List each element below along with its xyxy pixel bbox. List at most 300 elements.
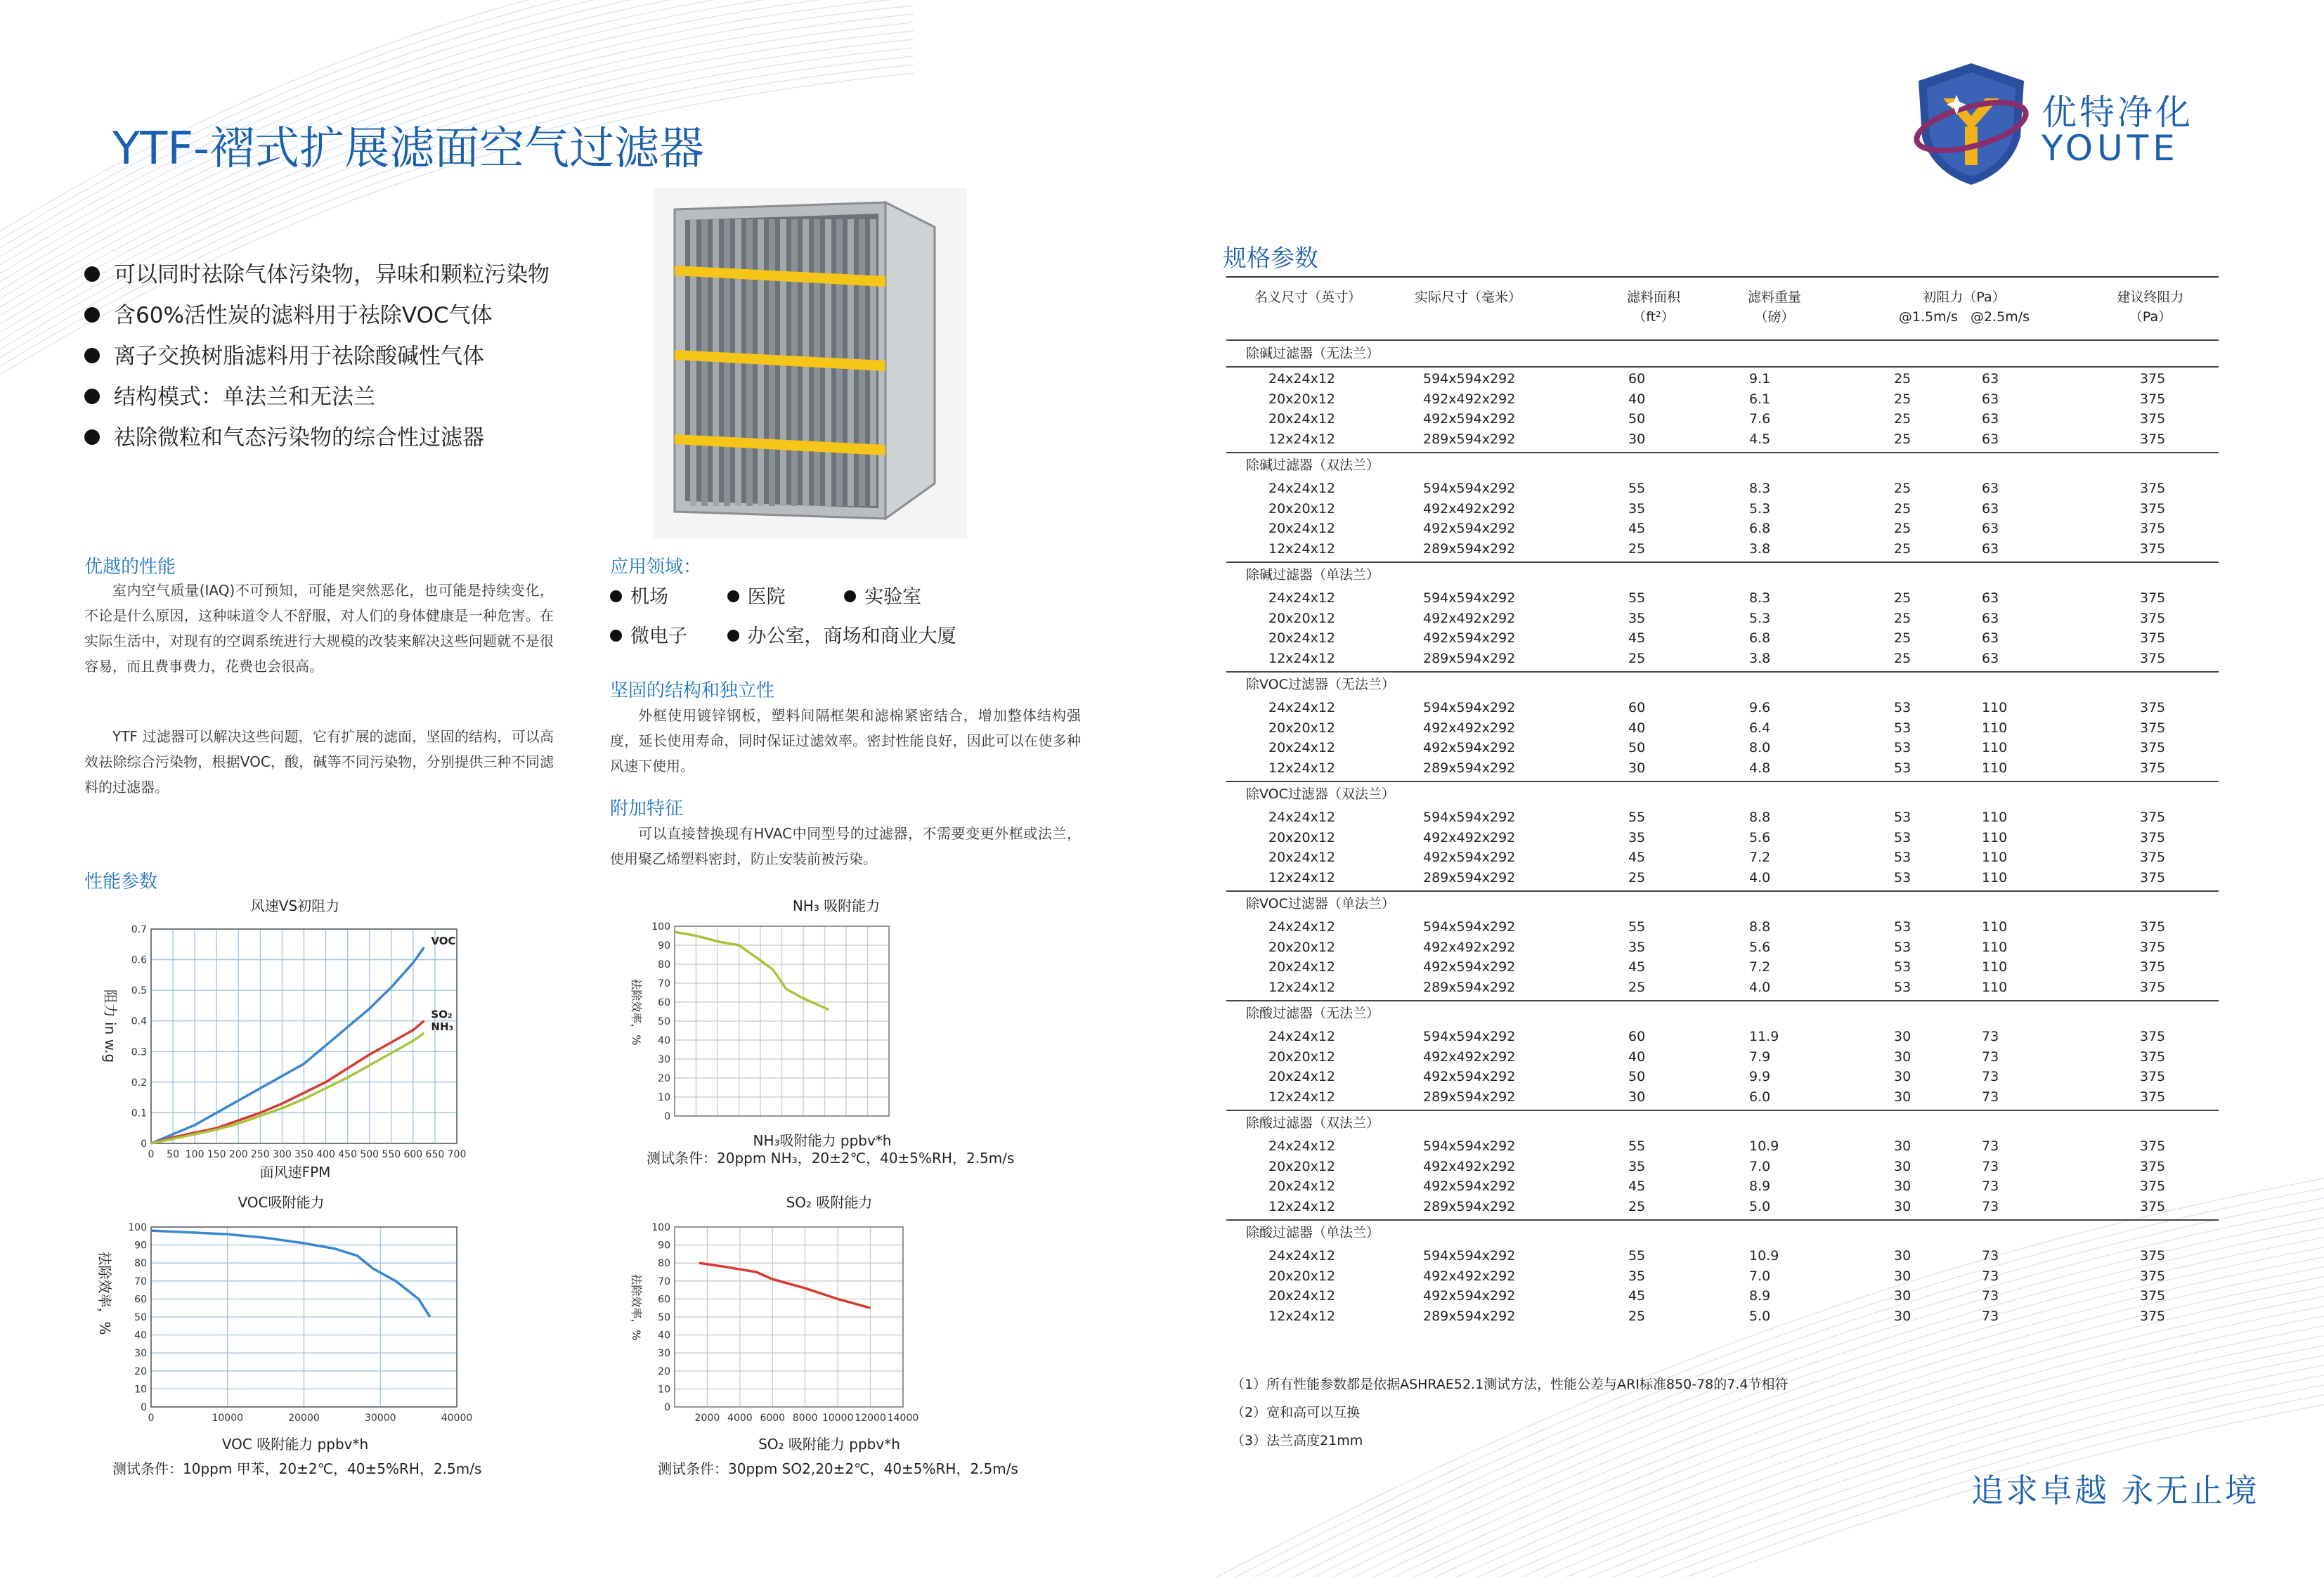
y-tick-label: 70: [658, 978, 670, 989]
chart-title: NH₃ 吸附能力: [792, 897, 881, 914]
table-cell: 30: [1894, 1069, 1911, 1084]
table-cell: 30: [1894, 1268, 1911, 1284]
header-weight: 滤料重量 （磅）: [1747, 290, 1801, 325]
chart-title: VOC吸附能力: [238, 1194, 325, 1211]
x-tick-label: 40000: [441, 1413, 473, 1424]
table-cell: 110: [1982, 939, 2008, 955]
table-cell: 492x492x292: [1423, 1049, 1516, 1065]
table-cell: 55: [1628, 1248, 1646, 1264]
table-cell: 110: [1982, 959, 2008, 975]
table-cell: 50: [1628, 1069, 1646, 1084]
x-tick-label: 2000: [694, 1413, 720, 1424]
y-tick-label: 0.5: [131, 985, 147, 997]
table-cell: 8.3: [1749, 481, 1771, 496]
table-cell: 20x24x12: [1268, 740, 1336, 755]
y-tick-label: 0: [664, 1402, 670, 1413]
table-cell: 12x24x12: [1268, 760, 1336, 776]
x-tick-label: 300: [273, 1149, 292, 1160]
table-cell: 20x20x12: [1268, 829, 1336, 845]
spec-group: [1226, 452, 2219, 562]
table-cell: 20x24x12: [1268, 850, 1336, 865]
y-tick-label: 60: [134, 1294, 147, 1306]
table-cell: 4.8: [1749, 760, 1771, 776]
table-cell: 25: [1894, 431, 1911, 447]
table-cell: 73: [1982, 1138, 1999, 1154]
spec-group-title: 除碱过滤器（双法兰）: [1246, 457, 1380, 473]
table-cell: 10.9: [1749, 1138, 1779, 1154]
series-label: VOC: [431, 935, 456, 948]
table-row: [1226, 1087, 2219, 1108]
table-cell: 12x24x12: [1268, 1308, 1336, 1324]
table-cell: 594x594x292: [1423, 590, 1516, 606]
table-cell: 594x594x292: [1423, 1138, 1516, 1154]
table-row: [1226, 1286, 2219, 1306]
table-cell: 63: [1982, 590, 1999, 606]
spec-group-title: 除酸过滤器（单法兰）: [1246, 1225, 1380, 1240]
table-cell: 50: [1628, 411, 1646, 427]
header-actual: 实际尺寸（毫米）: [1415, 290, 1522, 305]
table-cell: 375: [2140, 1158, 2166, 1174]
table-cell: 25: [1894, 590, 1911, 606]
table-row: [1226, 807, 2219, 828]
table-cell: 25: [1628, 650, 1646, 666]
table-cell: 375: [2140, 1179, 2166, 1194]
x-tick-label: 14000: [887, 1413, 919, 1424]
y-tick-label: 40: [658, 1035, 670, 1046]
table-cell: 63: [1982, 630, 1999, 646]
table-cell: 375: [2140, 1248, 2166, 1264]
y-tick-label: 0: [141, 1138, 147, 1150]
perf-params-heading: 性能参数: [84, 871, 158, 893]
y-tick-label: 0.1: [131, 1108, 147, 1120]
table-cell: 375: [2140, 500, 2166, 517]
table-cell: 7.2: [1749, 959, 1771, 975]
table-cell: 63: [1982, 391, 1999, 407]
chart-xlabel: 面风速FPM: [259, 1164, 331, 1181]
table-cell: 63: [1982, 500, 1999, 517]
table-cell: 492x492x292: [1423, 391, 1516, 407]
table-row: [1226, 609, 2219, 629]
table-row: [1226, 978, 2219, 998]
y-tick-label: 70: [134, 1276, 147, 1287]
spec-note: （2）宽和高可以互换: [1231, 1405, 1361, 1420]
table-row: [1226, 409, 2219, 429]
x-tick-label: 4000: [727, 1413, 753, 1424]
table-cell: 30: [1628, 431, 1646, 447]
table-cell: 60: [1628, 371, 1646, 387]
table-cell: 20x24x12: [1268, 630, 1336, 646]
table-cell: 492x594x292: [1423, 959, 1516, 975]
table-cell: 289x594x292: [1423, 431, 1516, 447]
table-cell: 492x492x292: [1423, 610, 1516, 626]
y-tick-label: 10: [658, 1092, 670, 1103]
y-tick-label: 50: [658, 1312, 670, 1323]
table-cell: 7.0: [1749, 1268, 1771, 1284]
table-cell: 492x594x292: [1423, 1179, 1516, 1194]
x-tick-label: 0: [148, 1413, 155, 1424]
table-cell: 12x24x12: [1268, 979, 1336, 995]
table-row: [1226, 649, 2219, 669]
table-row: [1226, 499, 2219, 519]
table-cell: 594x594x292: [1423, 371, 1516, 387]
table-cell: 73: [1982, 1248, 1999, 1264]
table-cell: 375: [2140, 700, 2166, 715]
table-row: [1226, 1047, 2219, 1067]
y-tick-label: 60: [658, 1294, 670, 1306]
table-cell: 73: [1982, 1089, 1999, 1105]
y-tick-label: 40: [658, 1330, 670, 1342]
table-row: [1226, 1067, 2219, 1087]
table-cell: 289x594x292: [1423, 760, 1516, 776]
y-tick-label: 90: [134, 1240, 147, 1252]
table-cell: 12x24x12: [1268, 431, 1336, 447]
table-cell: 30: [1894, 1308, 1911, 1324]
spec-heading: 规格参数: [1223, 245, 1318, 273]
table-cell: 25: [1894, 521, 1911, 536]
table-cell: 63: [1982, 431, 1999, 447]
logo-name-cn: 优特净化: [2041, 92, 2193, 133]
table-cell: 20x24x12: [1268, 1069, 1336, 1084]
y-tick-label: 60: [658, 997, 670, 1008]
table-cell: 73: [1982, 1029, 1999, 1044]
y-tick-label: 30: [658, 1348, 670, 1360]
product-photo: [654, 188, 967, 538]
slogan: 追求卓越 永无止境: [1971, 1472, 2259, 1510]
spec-group: [1226, 339, 2219, 452]
table-cell: 110: [1982, 919, 2008, 935]
table-cell: 375: [2140, 371, 2166, 387]
table-cell: 20x20x12: [1268, 500, 1336, 517]
x-tick-label: 200: [228, 1149, 248, 1160]
y-tick-label: 100: [651, 1222, 670, 1233]
performance-heading: 优越的性能: [84, 557, 176, 578]
table-row: [1226, 628, 2219, 649]
table-cell: 7.0: [1749, 1158, 1771, 1174]
table-row: [1226, 1157, 2219, 1177]
table-cell: 375: [2140, 919, 2166, 935]
table-cell: 110: [1982, 760, 2008, 776]
table-cell: 24x24x12: [1268, 1138, 1336, 1154]
table-cell: 6.8: [1749, 630, 1771, 646]
table-row: [1226, 369, 2219, 389]
table-cell: 24x24x12: [1268, 810, 1336, 825]
chart-xlabel: NH₃吸附能力 ppbv*h: [753, 1132, 892, 1149]
table-cell: 492x492x292: [1423, 500, 1516, 517]
table-cell: 20x20x12: [1268, 610, 1336, 626]
table-cell: 375: [2140, 540, 2166, 557]
x-tick-label: 8000: [792, 1413, 818, 1424]
logo-name-en: YOUTE: [2041, 128, 2179, 169]
table-cell: 20x20x12: [1268, 391, 1336, 407]
table-cell: 63: [1982, 540, 1999, 557]
chart-title: 风速VS初阻力: [250, 897, 340, 914]
table-cell: 6.8: [1749, 521, 1771, 536]
table-cell: 9.6: [1749, 700, 1771, 715]
spec-group-title: 除碱过滤器（无法兰）: [1226, 341, 2219, 368]
table-cell: 375: [2140, 850, 2166, 865]
table-cell: 8.8: [1749, 919, 1771, 935]
table-cell: 35: [1628, 500, 1646, 517]
table-row: [1226, 539, 2219, 559]
table-cell: 25: [1894, 500, 1911, 517]
table-cell: 375: [2140, 650, 2166, 666]
table-cell: 53: [1894, 959, 1911, 975]
table-cell: 30: [1894, 1248, 1911, 1264]
x-tick-label: 500: [360, 1149, 379, 1160]
y-tick-label: 0: [664, 1111, 670, 1122]
chart-ylabel: 阻力 in w.g: [102, 989, 119, 1063]
table-cell: 375: [2140, 610, 2166, 626]
table-cell: 35: [1628, 939, 1646, 955]
table-cell: 73: [1982, 1268, 1999, 1284]
table-cell: 25: [1894, 630, 1911, 646]
x-tick-label: 0: [148, 1149, 155, 1160]
table-cell: 53: [1894, 919, 1911, 935]
table-cell: 25: [1628, 869, 1646, 885]
table-row: [1226, 429, 2219, 450]
y-tick-label: 20: [658, 1365, 670, 1377]
table-cell: 24x24x12: [1268, 700, 1336, 715]
table-cell: 25: [1628, 540, 1646, 557]
table-cell: 375: [2140, 1049, 2166, 1065]
table-cell: 73: [1982, 1158, 1999, 1174]
table-cell: 7.6: [1749, 411, 1771, 427]
y-tick-label: 80: [658, 1258, 670, 1270]
chart-ylabel: 祛除效率，%: [630, 1273, 643, 1341]
table-row: [1226, 389, 2219, 410]
table-cell: 375: [2140, 630, 2166, 646]
table-cell: 24x24x12: [1268, 481, 1336, 496]
y-tick-label: 100: [651, 921, 670, 933]
table-cell: 10.9: [1749, 1248, 1779, 1264]
table-cell: 53: [1894, 979, 1911, 995]
x-tick-label: 450: [338, 1149, 358, 1160]
chart-voc-adsorption: [84, 1188, 492, 1469]
table-cell: 375: [2140, 1288, 2166, 1304]
application-item: 微电子: [610, 617, 701, 656]
table-cell: 12x24x12: [1268, 650, 1336, 666]
table-cell: 20x20x12: [1268, 1268, 1336, 1284]
table-cell: 375: [2140, 810, 2166, 825]
table-cell: 73: [1982, 1069, 1999, 1084]
so2-test-conditions: 测试条件：30ppm SO2,20±2℃，40±5%RH，2.5m/s: [658, 1460, 1018, 1477]
table-cell: 594x594x292: [1423, 1029, 1516, 1044]
table-cell: 35: [1628, 1158, 1646, 1174]
table-cell: 4.0: [1749, 979, 1771, 995]
spec-group: [1226, 781, 2219, 890]
table-cell: 30: [1894, 1158, 1911, 1174]
page-title: YTF-褶式扩展滤面空气过滤器: [112, 123, 705, 175]
x-tick-label: 250: [250, 1149, 270, 1160]
table-cell: 25: [1894, 481, 1911, 496]
table-cell: 375: [2140, 590, 2166, 606]
table-cell: 12x24x12: [1268, 1198, 1336, 1214]
table-cell: 40: [1628, 1049, 1646, 1065]
spec-group-title: 除VOC过滤器（单法兰）: [1246, 896, 1395, 911]
table-cell: 73: [1982, 1198, 1999, 1214]
table-cell: 25: [1628, 1308, 1646, 1324]
table-row: [1226, 1027, 2219, 1047]
y-tick-label: 0.2: [131, 1077, 147, 1089]
table-row: [1226, 479, 2219, 499]
x-tick-label: 150: [207, 1149, 226, 1160]
table-cell: 30: [1894, 1049, 1911, 1065]
table-cell: 63: [1982, 411, 1999, 427]
table-cell: 375: [2140, 391, 2166, 407]
table-cell: 289x594x292: [1423, 869, 1516, 885]
spec-group-title: 除碱过滤器（单法兰）: [1246, 567, 1380, 583]
table-cell: 55: [1628, 1138, 1646, 1154]
bullet-icon: [844, 590, 856, 602]
table-cell: 53: [1894, 869, 1911, 885]
x-tick-label: 20000: [288, 1413, 320, 1424]
table-cell: 110: [1982, 850, 2008, 865]
table-cell: 6.0: [1749, 1089, 1771, 1105]
table-cell: 375: [2140, 1268, 2166, 1284]
table-cell: 30: [1894, 1089, 1911, 1105]
table-cell: 35: [1628, 829, 1646, 845]
table-row: [1226, 828, 2219, 848]
table-cell: 594x594x292: [1423, 481, 1516, 496]
y-tick-label: 0.6: [131, 954, 147, 966]
table-cell: 9.1: [1749, 371, 1771, 387]
spec-group: [1226, 890, 2219, 1000]
table-cell: 73: [1982, 1288, 1999, 1304]
table-cell: 25: [1894, 411, 1911, 427]
feature-item: 离子交换树脂滤料用于祛除酸碱性气体: [84, 340, 550, 381]
table-cell: 55: [1628, 919, 1646, 935]
table-cell: 55: [1628, 810, 1646, 825]
table-cell: 25: [1894, 650, 1911, 666]
bullet-icon: [84, 429, 100, 445]
spec-group: [1226, 671, 2219, 781]
table-cell: 375: [2140, 939, 2166, 955]
bullet-icon: [727, 630, 739, 642]
y-tick-label: 80: [658, 959, 670, 971]
bullet-icon: [727, 590, 739, 602]
y-tick-label: 10: [134, 1384, 147, 1396]
table-row: [1226, 1176, 2219, 1197]
table-cell: 9.9: [1749, 1069, 1771, 1084]
table-cell: 375: [2140, 959, 2166, 975]
table-cell: 30: [1894, 1029, 1911, 1044]
table-row: [1226, 1136, 2219, 1157]
table-cell: 5.3: [1749, 610, 1771, 626]
spec-table: [1226, 276, 2219, 1329]
table-cell: 375: [2140, 481, 2166, 496]
spec-notes: [1231, 1370, 1789, 1455]
table-cell: 492x594x292: [1423, 740, 1516, 755]
table-cell: 492x492x292: [1423, 1268, 1516, 1284]
table-row: [1226, 698, 2219, 718]
table-cell: 289x594x292: [1423, 1308, 1516, 1324]
table-cell: 24x24x12: [1268, 1248, 1336, 1264]
table-row: [1226, 519, 2219, 539]
table-cell: 492x594x292: [1423, 1288, 1516, 1304]
table-cell: 40: [1628, 391, 1646, 407]
table-cell: 25: [1628, 1198, 1646, 1214]
application-item: 实验室: [844, 578, 921, 617]
table-cell: 53: [1894, 829, 1911, 845]
table-cell: 53: [1894, 700, 1911, 715]
table-cell: 73: [1982, 1179, 1999, 1194]
y-tick-label: 30: [134, 1348, 147, 1360]
table-cell: 60: [1628, 700, 1646, 715]
table-cell: 6.4: [1749, 720, 1771, 736]
table-cell: 30: [1628, 1089, 1646, 1105]
table-cell: 20x20x12: [1268, 939, 1336, 955]
spec-note: （1）所有性能参数都是依据ASHRAE52.1测试方法，性能公差与ARI标准850-78的7.4节相符: [1231, 1377, 1789, 1392]
table-cell: 492x594x292: [1423, 850, 1516, 865]
table-row: [1226, 758, 2219, 779]
header-resistance: 初阻力（Pa） @1.5m/s @2.5m/s: [1898, 290, 2030, 325]
table-cell: 5.6: [1749, 829, 1771, 845]
chart-title: SO₂ 吸附能力: [786, 1194, 873, 1211]
table-cell: 375: [2140, 740, 2166, 755]
table-cell: 30: [1894, 1198, 1911, 1214]
chart-xlabel: VOC 吸附能力 ppbv*h: [221, 1436, 369, 1453]
table-cell: 45: [1628, 959, 1646, 975]
table-cell: 73: [1982, 1049, 1999, 1065]
table-cell: 25: [1894, 391, 1911, 407]
table-cell: 8.9: [1749, 1288, 1771, 1304]
y-tick-label: 40: [134, 1330, 147, 1342]
table-row: [1226, 917, 2219, 937]
x-tick-label: 50: [167, 1149, 179, 1160]
table-row: [1226, 1197, 2219, 1217]
table-cell: 375: [2140, 1138, 2166, 1154]
performance-paragraph-2: YTF 过滤器可以解决这些问题，它有扩展的滤面，坚固的结构，可以高效祛除综合污染物，根据VOC，酸，碱等不同污染物，分别提供三种不同滤料的过滤器。: [84, 728, 554, 796]
spec-group-title: 除VOC过滤器（双法兰）: [1246, 786, 1395, 802]
table-row: [1226, 1266, 2219, 1287]
table-cell: 110: [1982, 869, 2008, 885]
table-cell: 24x24x12: [1268, 919, 1336, 935]
table-cell: 375: [2140, 431, 2166, 447]
table-cell: 110: [1982, 829, 2008, 845]
table-cell: 25: [1894, 610, 1911, 626]
table-cell: 289x594x292: [1423, 1089, 1516, 1105]
spec-group: [1226, 562, 2219, 671]
chart-ylabel: 祛除效率，%: [96, 1251, 113, 1335]
y-tick-label: 30: [658, 1054, 670, 1065]
youte-logo: [1911, 60, 2031, 186]
table-cell: 11.9: [1749, 1029, 1779, 1044]
table-cell: 50: [1628, 740, 1646, 755]
y-tick-label: 0.7: [131, 924, 147, 935]
y-tick-label: 50: [658, 1016, 670, 1027]
x-tick-label: 6000: [760, 1413, 786, 1424]
table-cell: 4.0: [1749, 869, 1771, 885]
table-cell: 110: [1982, 740, 2008, 755]
table-cell: 30: [1894, 1288, 1911, 1304]
table-row: [1226, 1246, 2219, 1266]
table-cell: 110: [1982, 979, 2008, 995]
table-cell: 375: [2140, 720, 2166, 736]
bullet-icon: [84, 348, 100, 363]
x-tick-label: 12000: [855, 1413, 886, 1424]
table-cell: 20x24x12: [1268, 1179, 1336, 1194]
x-tick-label: 700: [447, 1149, 467, 1160]
table-cell: 45: [1628, 850, 1646, 865]
header-nominal: 名义尺寸（英寸）: [1254, 290, 1362, 305]
table-cell: 375: [2140, 760, 2166, 776]
table-cell: 63: [1982, 521, 1999, 536]
table-cell: 7.2: [1749, 850, 1771, 865]
table-cell: 25: [1894, 371, 1911, 387]
spec-group: [1226, 1110, 2219, 1219]
table-cell: 30: [1894, 1138, 1911, 1154]
y-tick-label: 70: [658, 1276, 670, 1287]
